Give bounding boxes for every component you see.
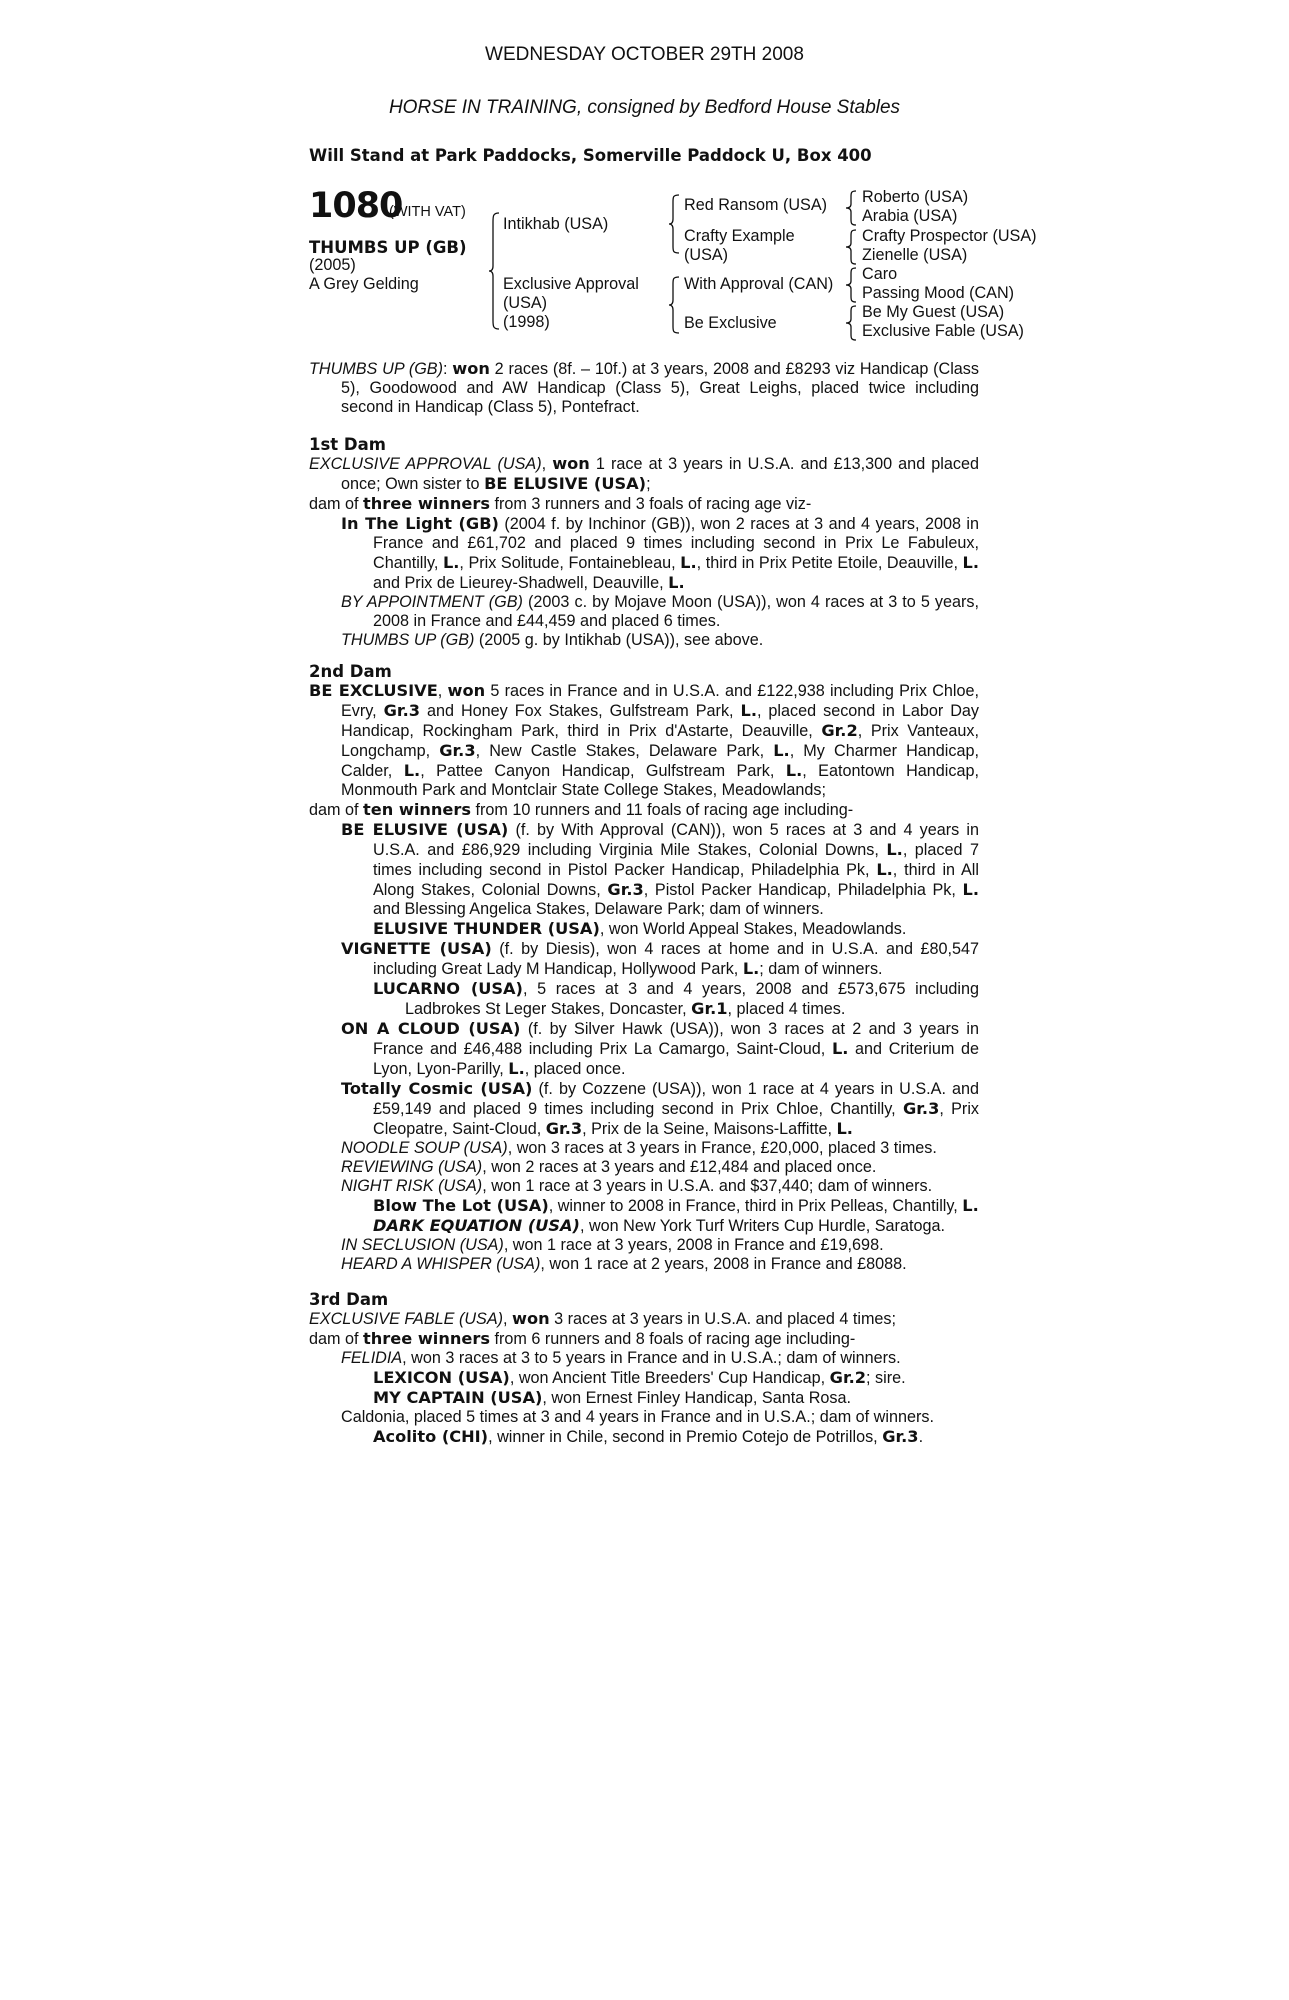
- produce-on-a-cloud-text1: (f. by Silver Hawk (USA)), won 3 races at 2 and 3 years in France and £46,488 including Prix La Camargo, Saint-Cloud,: [373, 1020, 979, 1058]
- produce-be-elusive: BE ELUSIVE (USA): [341, 820, 509, 839]
- horse-description: A Grey Gelding: [309, 275, 419, 293]
- produce-felidia-text: , won 3 races at 3 to 5 years in France and in U.S.A.; dam of winners.: [402, 1349, 901, 1367]
- pedigree-sss: Roberto (USA): [862, 188, 969, 206]
- second-dam-text2: and Honey Fox Stakes, Gulfstream Park,: [420, 702, 741, 720]
- produce-be-elusive-text5: and Blessing Angelica Stakes, Delaware Park; dam of winners.: [373, 900, 824, 918]
- produce-vignette: VIGNETTE (USA): [341, 939, 492, 958]
- listed-mark: L.: [680, 553, 697, 572]
- produce-noodle-soup-text: , won 3 races at 3 years in France, £20,000, placed 3 times.: [507, 1139, 937, 1157]
- foaling-year: (2005): [309, 256, 356, 274]
- pedigree-ddd: Exclusive Fable (USA): [862, 322, 1024, 340]
- listed-mark: L.: [508, 1059, 525, 1078]
- pedigree-sire-dam-line2: (USA): [684, 246, 729, 264]
- third-dam-section: 3rd Dam EXCLUSIVE FABLE (USA), won 3 races at 3 years in U.S.A. and placed 4 times; dam of three winners from 6 runners and 8 foals of racing age including- FELIDIA, won 3 races at 3 to 5 years in France and in U.S.A.; dam of winners. LEXICON (USA), won Ancient Title Breeders' Cup Handicap, Gr.2; sire. MY CAPTAIN (USA), won Ernest Finley Handicap, Santa Rosa. Caldonia, placed 5 times at 3 and 4 years in France and in U.S.A.; dam of winners. Acolito (CHI), winner in Chile, second in Premio Cotejo de Potrillos, Gr.3.: [309, 1290, 979, 1447]
- produce-acolito: Acolito (CHI): [373, 1427, 489, 1446]
- race-summary: THUMBS UP (GB): won 2 races (8f. – 10f.) at 3 years, 2008 and £8293 viz Handicap (Class 5), Goodowood and AW Handicap (Class 5), Great Leighs, placed twice including second in Handicap (Class 5), Pontefract.: [309, 359, 979, 416]
- produce-night-risk-text: , won 1 race at 3 years in U.S.A. and $37,440; dam of winners.: [482, 1177, 933, 1195]
- produce-lucarno-text1: , 5 races at 3 and 4 years, 2008 and £573,675 including Ladbrokes St Leger Stakes, Doncaster,: [405, 980, 979, 1018]
- produce-dark-equation: DARK EQUATION (USA): [373, 1216, 580, 1235]
- group-mark: Gr.3: [545, 1119, 583, 1138]
- produce-blow-the-lot: Blow The Lot (USA): [373, 1196, 549, 1215]
- pedigree-ssd: Arabia (USA): [862, 207, 958, 225]
- pedigree-dam-sire: With Approval (CAN): [684, 275, 834, 293]
- first-dam-winners: three winners: [363, 494, 490, 513]
- produce-totally-cosmic-text3: , Prix de la Seine, Maisons-Laffitte,: [582, 1120, 837, 1138]
- produce-reviewing: REVIEWING (USA): [341, 1158, 483, 1176]
- produce-dark-equation-text: , won New York Turf Writers Cup Hurdle, Saratoga.: [579, 1217, 945, 1235]
- pedigree-dam: Exclusive Approval: [503, 275, 639, 293]
- group-mark: Gr.3: [439, 741, 476, 760]
- pedigree-bracket-2b: [668, 276, 680, 334]
- listed-mark: L.: [876, 860, 893, 879]
- produce-in-the-light-text1: (2004 f. by Inchinor (GB)), won 2 races at 3 and 4 years, 2008 in France and £61,702 and placed 9 times including second in Prix Le Fabuleux, Chantilly,: [373, 515, 979, 572]
- second-dam-dam-of: dam of: [309, 801, 363, 819]
- pedigree-dam-dam: Be Exclusive: [684, 314, 777, 332]
- third-dam-winners: three winners: [363, 1329, 490, 1348]
- pedigree-sdd: Zienelle (USA): [862, 246, 968, 264]
- listed-mark: L.: [836, 1119, 853, 1138]
- produce-in-the-light-text2: , Prix Solitude, Fontainebleau,: [459, 554, 681, 572]
- produce-thumbs-up-text: (2005 g. by Intikhab (USA)), see above.: [474, 631, 764, 649]
- produce-blow-the-lot-text: , winner to 2008 in France, third in Prix Pelleas, Chantilly,: [548, 1197, 963, 1215]
- second-dam-text7: , Pattee Canyon Handicap, Gulfstream Park,: [420, 762, 786, 780]
- pedigree-bracket-2a: [668, 194, 680, 254]
- pedigree-bracket-1: [488, 212, 500, 330]
- produce-on-a-cloud-text3: , placed once.: [524, 1060, 626, 1078]
- first-dam-won: won: [552, 454, 590, 473]
- produce-elusive-thunder-text: , won World Appeal Stakes, Meadowlands.: [599, 920, 907, 938]
- first-dam-produce: from 3 runners and 3 foals of racing age viz-: [490, 495, 812, 513]
- produce-on-a-cloud-text2: and Criterium de Lyon, Lyon-Parilly,: [373, 1040, 979, 1078]
- pedigree-bracket-3c: [845, 267, 857, 303]
- second-dam-produce: from 10 runners and 11 foals of racing age including-: [471, 801, 854, 819]
- produce-lucarno: LUCARNO (USA): [373, 979, 523, 998]
- produce-in-seclusion-text: , won 1 race at 3 years, 2008 in France and £19,698.: [503, 1236, 884, 1254]
- produce-totally-cosmic-text1: (f. by Cozzene (USA)), won 1 race at 4 years in U.S.A. and £59,149 and placed 9 times including second in Prix Chloe, Chantilly,: [373, 1080, 979, 1118]
- produce-be-elusive-text1: (f. by With Approval (CAN)), won 5 races at 3 and 4 years in U.S.A. and £86,929 including Virginia Mile Stakes, Colonial Downs,: [373, 821, 979, 859]
- pedigree-bracket-3b: [845, 229, 857, 265]
- produce-totally-cosmic: Totally Cosmic (USA): [341, 1079, 533, 1098]
- produce-lucarno-text2: , placed 4 times.: [727, 1000, 846, 1018]
- produce-night-risk: NIGHT RISK (USA): [341, 1177, 483, 1195]
- group-mark: Gr.3: [902, 1099, 940, 1118]
- first-dam-sister: BE ELUSIVE (USA): [484, 474, 647, 493]
- summary-text: 2 races (8f. – 10f.) at 3 years, 2008 and £8293 viz Handicap (Class 5), Goodowood and AW Handicap (Class 5), Great Leighs, placed twice including second in Handicap (Class 5), Pontefract.: [341, 360, 979, 416]
- produce-in-the-light: In The Light (GB): [341, 514, 499, 533]
- produce-reviewing-text: , won 2 races at 3 years and £12,484 and placed once.: [482, 1158, 877, 1176]
- produce-be-elusive-text3: , third in All Along Stakes, Colonial Downs,: [373, 861, 979, 899]
- summary-horse-name: THUMBS UP (GB): [309, 360, 443, 378]
- listed-mark: L.: [740, 701, 757, 720]
- listed-mark: L.: [962, 880, 980, 899]
- listed-mark: L.: [442, 553, 460, 572]
- group-mark: Gr.3: [607, 880, 644, 899]
- produce-be-elusive-text2: , placed 7 times including second in Pistol Packer Handicap, Philadelphia Pk,: [373, 841, 979, 879]
- produce-on-a-cloud: ON A CLOUD (USA): [341, 1019, 521, 1038]
- pedigree-dam-line3: (1998): [503, 313, 550, 331]
- second-dam-text8: , Eatontown Handicap, Monmouth Park and Montclair State College Stakes, Meadowlands;: [341, 762, 979, 799]
- produce-acolito-text1: , winner in Chile, second in Premio Cotejo de Potrillos,: [488, 1428, 883, 1446]
- produce-felidia: FELIDIA: [341, 1349, 403, 1367]
- pedigree-dsd: Passing Mood (CAN): [862, 284, 1015, 302]
- listed-mark: L.: [403, 761, 421, 780]
- pedigree-dss: Caro: [862, 265, 898, 283]
- produce-noodle-soup: NOODLE SOUP (USA): [341, 1139, 508, 1157]
- second-dam-won: won: [447, 681, 486, 700]
- sale-date: WEDNESDAY OCTOBER 29TH 2008: [485, 44, 804, 65]
- produce-by-appointment-text: (2003 c. by Mojave Moon (USA)), won 4 races at 3 to 5 years, 2008 in France and £44,459 and placed 6 times.: [373, 593, 979, 630]
- produce-my-captain-text: , won Ernest Finley Handicap, Santa Rosa.: [542, 1389, 852, 1407]
- pedigree-sds: Crafty Prospector (USA): [862, 227, 1037, 245]
- third-dam-record: 3 races at 3 years in U.S.A. and placed 4 times;: [549, 1310, 897, 1328]
- produce-be-elusive-text4: , Pistol Packer Handicap, Philadelphia Pk,: [643, 881, 963, 899]
- produce-elusive-thunder: ELUSIVE THUNDER (USA): [373, 919, 600, 938]
- produce-in-the-light-text3: , third in Prix Petite Etoile, Deauville,: [696, 554, 963, 572]
- third-dam-name: EXCLUSIVE FABLE (USA): [309, 1310, 504, 1328]
- group-mark: Gr.1: [691, 999, 728, 1018]
- listed-mark: L.: [962, 553, 980, 572]
- second-dam-winners: ten winners: [363, 800, 472, 819]
- produce-caldonia: Caldonia, placed 5 times at 3 and 4 years in France and in U.S.A.; dam of winners.: [341, 1408, 934, 1426]
- listed-mark: L.: [886, 840, 903, 859]
- produce-totally-cosmic-text2: , Prix Cleopatre, Saint-Cloud,: [373, 1100, 980, 1138]
- third-dam-won: won: [512, 1309, 550, 1328]
- consignment-line: HORSE IN TRAINING, consigned by Bedford House Stables: [388, 97, 901, 118]
- second-dam-text5: , New Castle Stakes, Delaware Park,: [475, 742, 774, 760]
- second-dam-section: 2nd Dam BE EXCLUSIVE, won 5 races in France and in U.S.A. and £122,938 including Prix Chloe, Evry, Gr.3 and Honey Fox Stakes, Gulfstream Park, L., placed second in Labor Day Handicap, Rockingham Park, third in Prix d'Astarte, Deauville, Gr.2, Prix Vanteaux, Longchamp, Gr.3, New Castle Stakes, Delaware Park, L., My Charmer Handicap, Calder, L., Pattee Canyon Handicap, Gulfstream Park, L., Eatontown Handicap, Monmouth Park and Montclair State College Stakes, Meadowlands; dam of ten winners from 10 runners and 11 foals of racing age including- BE ELUSIVE (USA) (f. by With Approval (CAN)), won 5 races at 3 and 4 years in U.S.A. and £86,929 including Virginia Mile Stakes, Colonial Downs, L., placed 7 times including second in Pistol Packer Handicap, Philadelphia Pk, L., third in All Along Stakes, Colonial Downs, Gr.3, Pistol Packer Handicap, Philadelphia Pk, L. and Blessing Angelica Stakes, Delaware Park; dam of winners. ELUSIVE THUNDER (USA), won World Appeal Stakes, Meadowlands. VIGNETTE (USA) (f. by Diesis), won 4 races at home and in U.S.A. and £80,547 including Great Lady M Handicap, Hollywood Park, L.; dam of winners. LUCARNO (USA), 5 races at 3 and 4 years, 2008 and £573,675 including Ladbrokes St Leger Stakes, Doncaster, Gr.1, placed 4 times. ON A CLOUD (USA) (f. by Silver Hawk (USA)), won 3 races at 2 and 3 years in France and £46,488 including Prix La Camargo, Saint-Cloud, L. and Criterium de Lyon, Lyon-Parilly, L., placed once. Totally Cosmic (USA) (f. by Cozzene (USA)), won 1 race at 4 years in U.S.A. and £59,149 and placed 9 times including second in Prix Chloe, Chantilly, Gr.3, Prix Cleopatre, Saint-Cloud, Gr.3, Prix de la Seine, Maisons-Laffitte, L. NOODLE SOUP (USA), won 3 races at 3 years in France, £20,000, placed 3 times. REVIEWING (USA), won 2 races at 3 years and £12,484 and placed once. NIGHT RISK (USA), won 1 race at 3 years in U.S.A. and $37,440; dam of winners. Blow The Lot (USA), winner to 2008 in France, third in Prix Pelleas, Chantilly, L. DARK EQUATION (USA), won New York Turf Writers Cup Hurdle, Saratoga. IN SECLUSION (USA), won 1 race at 3 years, 2008 in France and £19,698. HEARD A WHISPER (USA), won 1 race at 2 years, 2008 in France and £8088.: [309, 662, 980, 1273]
- second-dam-heading: 2nd Dam: [309, 662, 392, 681]
- second-dam-text1: 5 races in France and in U.S.A. and £122,938 including Prix Chloe, Evry,: [341, 682, 979, 720]
- produce-vignette-text1: (f. by Diesis), won 4 races at home and in U.S.A. and £80,547 including Great Lady M Handicap, Hollywood Park,: [373, 940, 979, 978]
- third-dam-dam-of: dam of: [309, 1330, 363, 1348]
- listed-mark: L.: [773, 741, 790, 760]
- third-dam-heading: 3rd Dam: [309, 1290, 389, 1309]
- pedigree-dds: Be My Guest (USA): [862, 303, 1005, 321]
- produce-vignette-text2: ; dam of winners.: [759, 960, 883, 978]
- first-dam-punct: ;: [646, 475, 651, 493]
- group-mark: Gr.2: [821, 721, 858, 740]
- produce-acolito-text2: .: [918, 1428, 924, 1446]
- listed-mark: L.: [962, 1196, 979, 1215]
- listed-mark: L.: [831, 1039, 849, 1058]
- produce-thumbs-up: THUMBS UP (GB): [341, 631, 475, 649]
- first-dam-record: 1 race at 3 years in U.S.A. and £13,300 and placed once; Own sister to: [341, 455, 979, 493]
- listed-mark: L.: [668, 573, 685, 592]
- listed-mark: L.: [785, 761, 803, 780]
- second-dam-text6: , My Charmer Handicap, Calder,: [341, 742, 979, 780]
- pedigree-sire: Intikhab (USA): [503, 215, 609, 233]
- group-mark: Gr.3: [383, 701, 421, 720]
- produce-lexicon: LEXICON (USA): [373, 1368, 510, 1387]
- produce-lexicon-text1: , won Ancient Title Breeders' Cup Handicap,: [509, 1369, 830, 1387]
- pedigree-sire-sire: Red Ransom (USA): [684, 196, 828, 214]
- produce-in-the-light-text4: and Prix de Lieurey-Shadwell, Deauville,: [373, 574, 669, 592]
- pedigree-sire-dam: Crafty Example: [684, 227, 795, 245]
- produce-lexicon-text2: ; sire.: [866, 1369, 906, 1387]
- vat-note: (WITH VAT): [389, 204, 466, 220]
- pedigree-dam-line2: (USA): [503, 294, 548, 312]
- group-mark: Gr.3: [882, 1427, 919, 1446]
- produce-heard-a-whisper-text: , won 1 race at 2 years, 2008 in France and £8088.: [540, 1255, 907, 1273]
- first-dam-heading: 1st Dam: [309, 435, 386, 454]
- listed-mark: L.: [742, 959, 760, 978]
- produce-in-seclusion: IN SECLUSION (USA): [341, 1236, 504, 1254]
- second-dam-text3: , placed second in Labor Day Handicap, Rockingham Park, third in Prix d'Astarte, Deauville,: [341, 702, 979, 740]
- first-dam-section: 1st Dam EXCLUSIVE APPROVAL (USA), won 1 race at 3 years in U.S.A. and £13,300 and placed once; Own sister to BE ELUSIVE (USA); dam of three winners from 3 runners and 3 foals of racing age viz- In The Light (GB) (2004 f. by Inchinor (GB)), won 2 races at 3 and 4 years, 2008 in France and £61,702 and placed 9 times including second in Prix Le Fabuleux, Chantilly, L., Prix Solitude, Fontainebleau, L., third in Prix Petite Etoile, Deauville, L. and Prix de Lieurey-Shadwell, Deauville, L. BY APPOINTMENT (GB) (2003 c. by Mojave Moon (USA)), won 4 races at 3 to 5 years, 2008 in France and £44,459 and placed 6 times. THUMBS UP (GB) (2005 g. by Intikhab (USA)), see above.: [309, 435, 980, 649]
- horse-name: THUMBS UP (GB): [309, 238, 467, 257]
- pedigree-bracket-3a: [845, 190, 857, 226]
- third-dam-produce: from 6 runners and 8 foals of racing age including-: [490, 1330, 856, 1348]
- second-dam-name: BE EXCLUSIVE: [309, 681, 438, 700]
- group-mark: Gr.2: [829, 1368, 867, 1387]
- summary-won: won: [452, 359, 490, 378]
- second-dam-text4: , Prix Vanteaux, Longchamp,: [341, 722, 979, 760]
- pedigree-bracket-3d: [845, 305, 857, 341]
- stand-location: Will Stand at Park Paddocks, Somerville Paddock U, Box 400: [309, 146, 872, 165]
- produce-by-appointment: BY APPOINTMENT (GB): [341, 593, 523, 611]
- first-dam-dam-of: dam of: [309, 495, 363, 513]
- lot-number: 1080: [309, 186, 403, 226]
- produce-my-captain: MY CAPTAIN (USA): [373, 1388, 543, 1407]
- first-dam-name: EXCLUSIVE APPROVAL (USA): [309, 455, 542, 473]
- produce-heard-a-whisper: HEARD A WHISPER (USA): [341, 1255, 541, 1273]
